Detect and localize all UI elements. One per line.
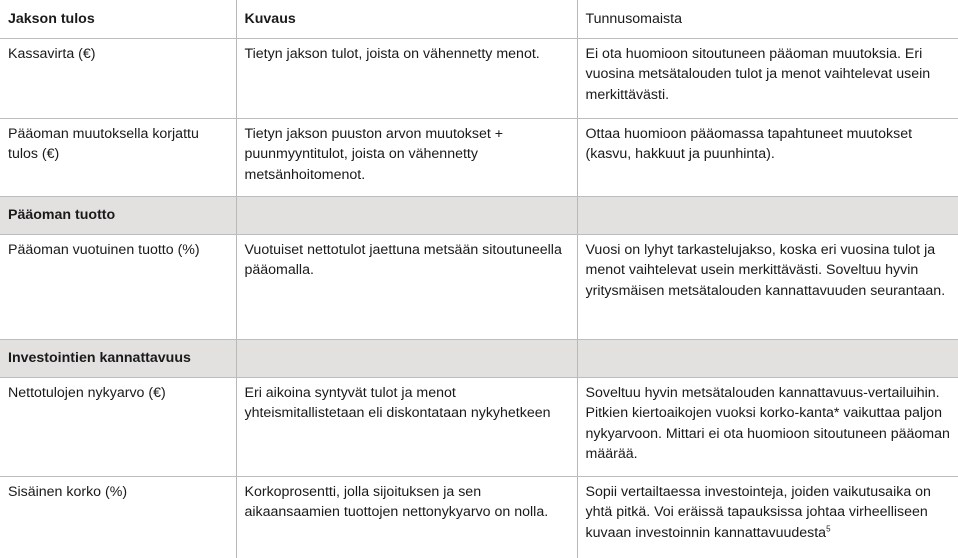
- section-title: Investointien kannattavuus: [0, 339, 236, 377]
- row-description: Vuotuiset nettotulot jaettuna metsään sitoutuneella pääomalla.: [236, 234, 577, 339]
- section-row: [0, 339, 958, 377]
- row-label: Pääoman muutoksella korjattu tulos (€): [0, 118, 236, 196]
- row-note-text: Sopii vertailtaessa investointeja, joiden vaikutusaika on yhtä pitkä. Voi eräissä tapauksissa johtaa virheelliseen kuvaan investoinnin kannattavuudesta: [585, 483, 931, 541]
- row-note: Vuosi on lyhyt tarkastelujakso, koska eri vuosina tulot ja menot vaihtelevat usein merkittävästi. Soveltuu hyvin yritysmäisen metsätalouden kannattavuuden seurantaan.: [577, 234, 958, 339]
- table-row: [0, 234, 958, 339]
- section-title: Pääoman tuotto: [0, 196, 236, 234]
- row-label: Sisäinen korko (%): [8, 483, 128, 500]
- header-cell: [577, 0, 958, 38]
- row-label: Nettotulojen nykyarvo (€): [0, 377, 236, 476]
- section-empty-cell: [577, 339, 958, 377]
- table-row: [0, 38, 958, 118]
- row-label: Kassavirta (€): [0, 38, 236, 118]
- table-row: [0, 377, 958, 476]
- row-label: Pääoman vuotuinen tuotto (%): [0, 234, 236, 339]
- header-text: Tunnusomaista: [585, 10, 682, 27]
- section-empty-cell: [236, 196, 577, 234]
- header-cell: Jakson tulos: [0, 0, 236, 38]
- row-note: Soveltuu hyvin metsätalouden kannattavuus-vertailuihin. Pitkien kiertoaikojen vuoksi korko-kanta* vaikuttaa paljon nykyarvoon. Mittari ei ota huomioon sitoutuneen pääoman määrää.: [577, 377, 958, 476]
- row-note: Ottaa huomioon pääomassa tapahtuneet muutokset (kasvu, hakkuut ja puunhinta).: [577, 118, 958, 196]
- section-row: [0, 196, 958, 234]
- section-empty-cell: [577, 196, 958, 234]
- row-note: Ei ota huomioon sitoutuneen pääoman muutoksia. Eri vuosina metsätalouden tulot ja menot vaihtelevat usein merkittävästi.: [577, 38, 958, 118]
- row-description: Tietyn jakson puuston arvon muutokset + puunmyyntitulot, joista on vähennetty metsänhoitomenot.: [236, 118, 577, 196]
- table-row: [0, 118, 958, 196]
- row-note: [577, 476, 958, 558]
- header-cell: Kuvaus: [236, 0, 577, 38]
- section-empty-cell: [236, 339, 577, 377]
- row-description: Eri aikoina syntyvät tulot ja menot yhteismitallistetaan eli diskontataan nykyhetkeen: [236, 377, 577, 476]
- row-description: Korkoprosentti, jolla sijoituksen ja sen aikaansaamien tuottojen nettonykyarvo on nolla.: [236, 476, 577, 558]
- row-description: Tietyn jakson tulot, joista on vähennetty menot.: [236, 38, 577, 118]
- table-header-row: [0, 0, 958, 38]
- footnote-marker: 5: [826, 523, 831, 533]
- table-row: [0, 476, 958, 558]
